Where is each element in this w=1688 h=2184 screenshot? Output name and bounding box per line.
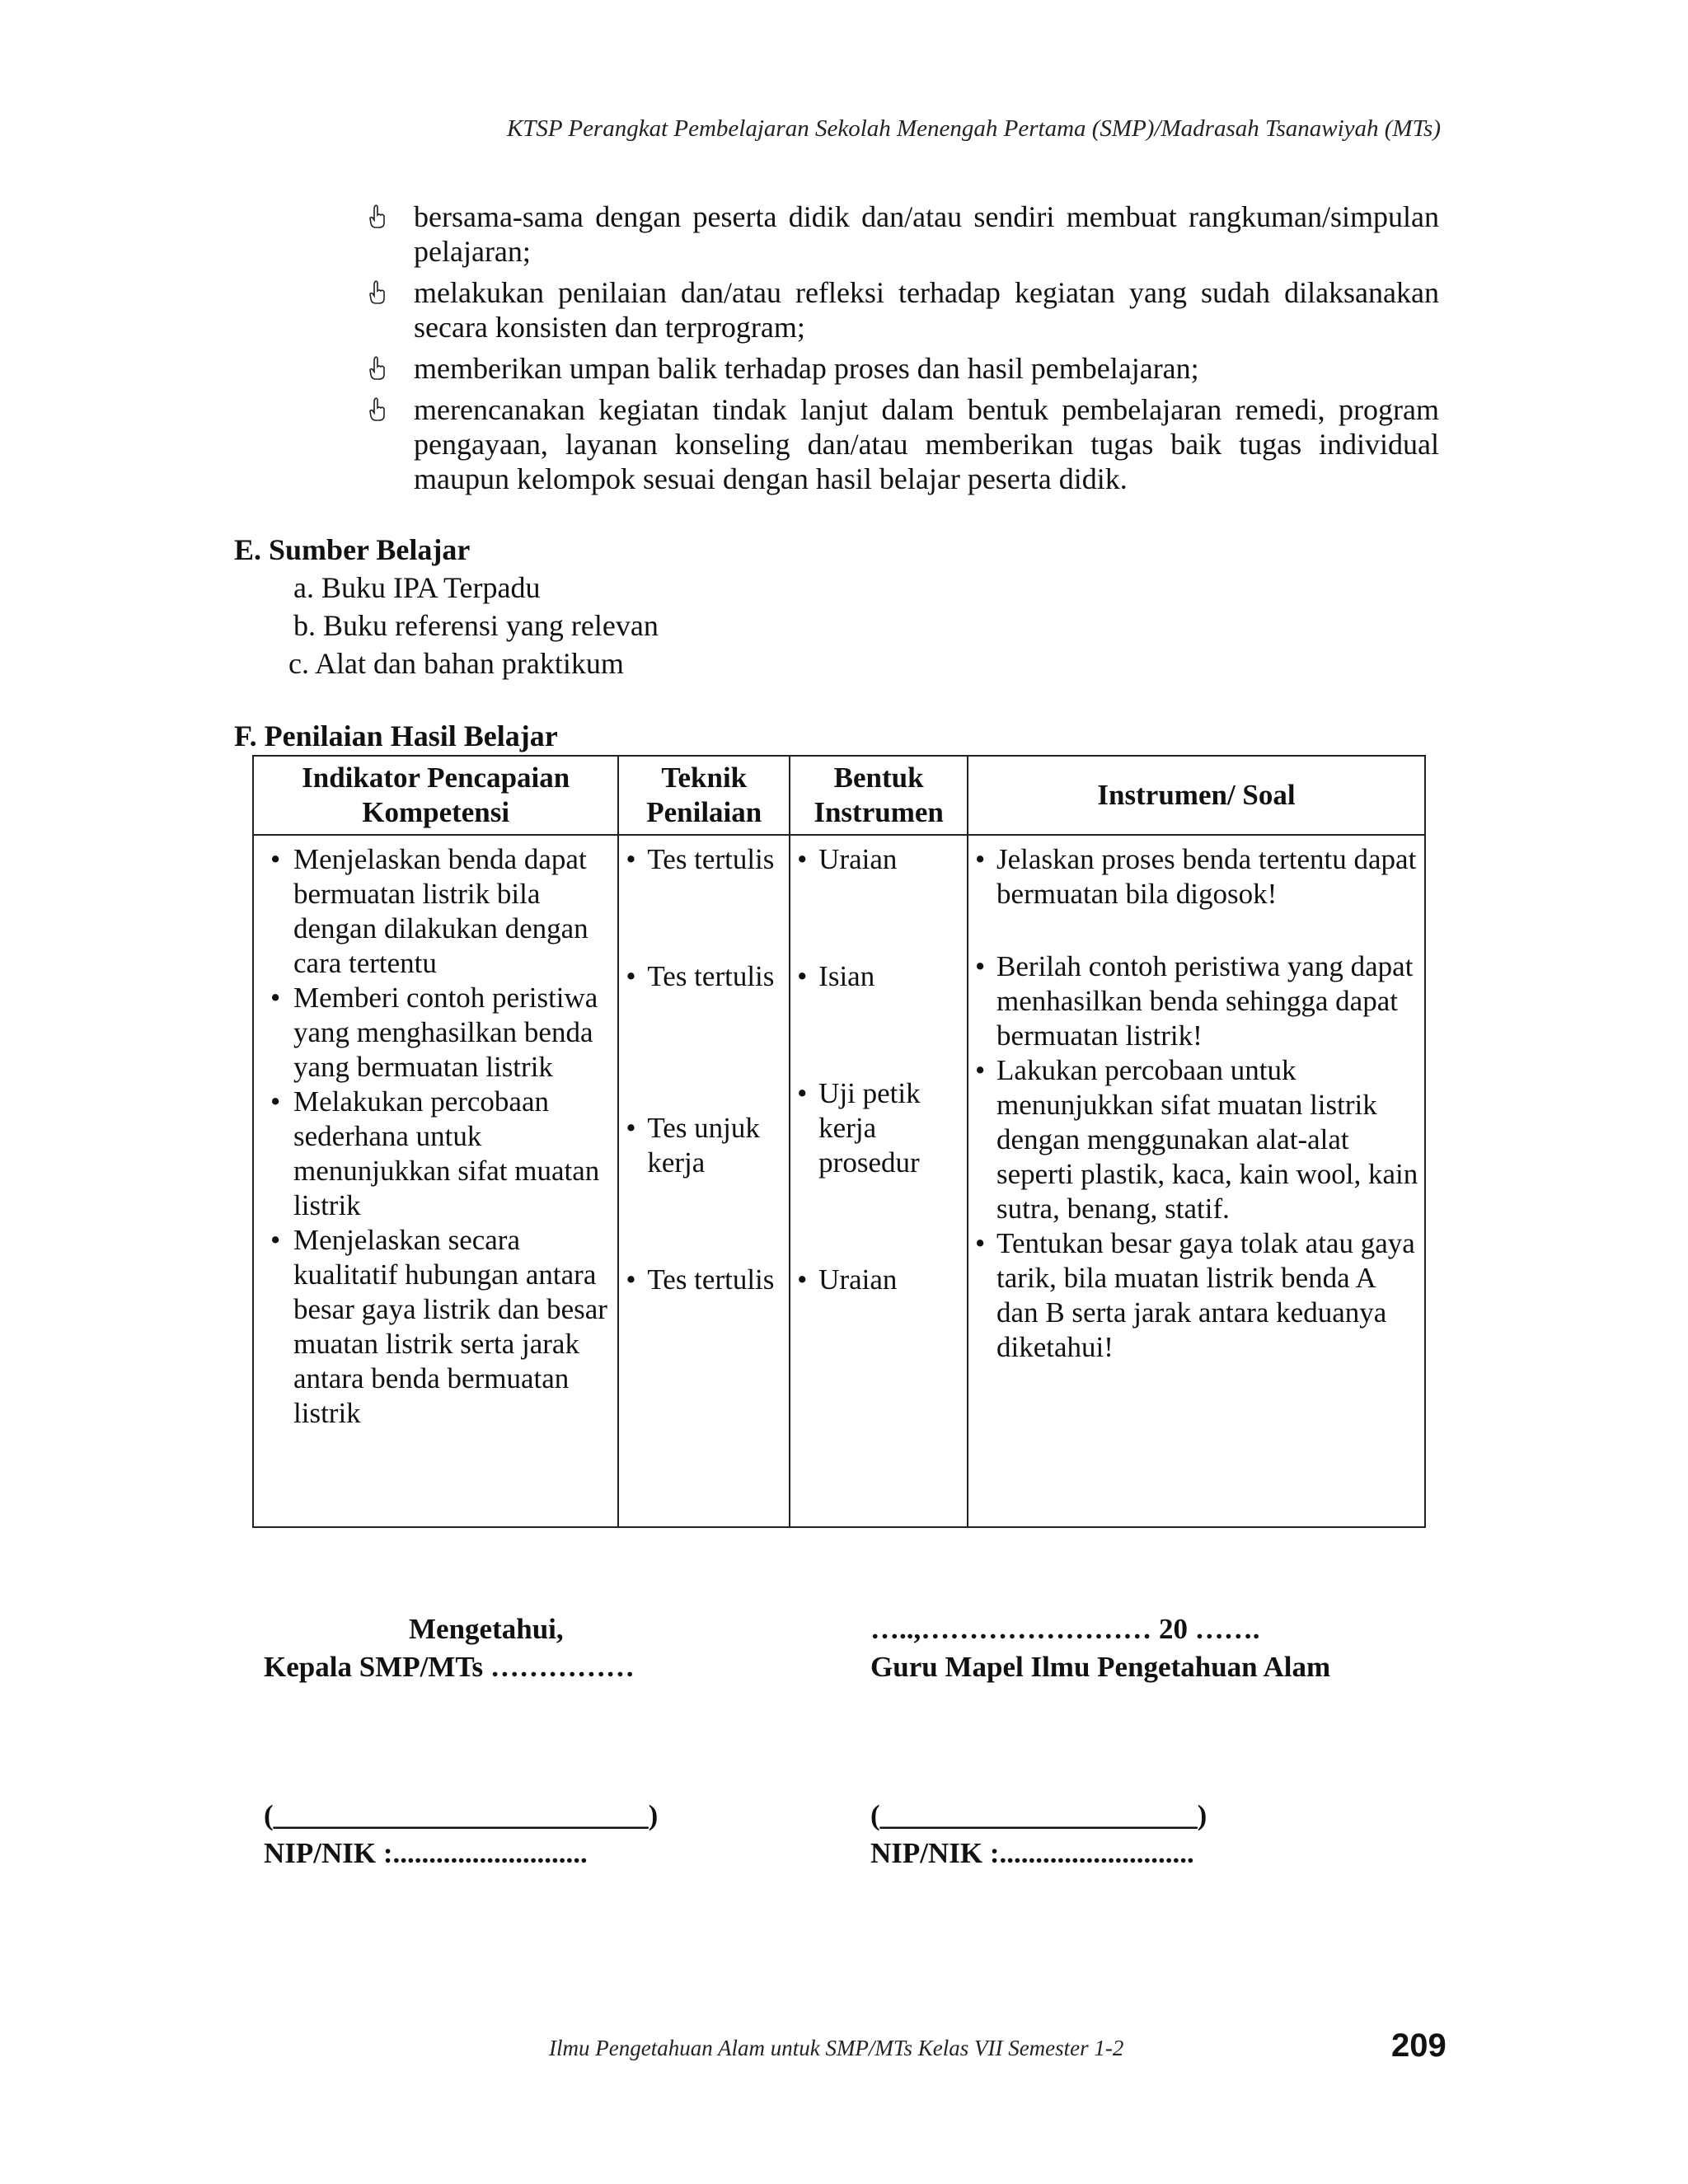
running-footer: Ilmu Pengetahuan Alam untuk SMP/MTs Kelas VII Semester 1-2 — [549, 2036, 1124, 2060]
signature-right-role: Guru Mapel Ilmu Pengetahuan Alam — [870, 1651, 1331, 1683]
table-header-row — [253, 756, 1425, 835]
list-item: • Uraian — [795, 1263, 962, 1297]
signature-right-nip: NIP/NIK :........................... — [870, 1837, 1194, 1869]
list-item: • Memberi contoh peristiwa yang menghasilkan benda yang bermuatan listrik — [262, 981, 612, 1085]
list-item: • Isian — [795, 959, 962, 994]
closing-activities-list — [368, 199, 1439, 503]
signature-left-name-line: (__________________________) — [264, 1799, 659, 1831]
list-item: • Jelaskan proses benda tertentu dapat bermuatan bila digosok! — [973, 842, 1419, 912]
bentuk-cell — [790, 835, 968, 1527]
list-item: • Berilah contoh peristiwa yang dapat menhasilkan benda sehingga dapat bermuatan listrik! — [973, 949, 1419, 1053]
pointing-hand-icon — [368, 397, 387, 422]
indikator-cell — [253, 835, 618, 1527]
section-title-penilaian: F. Penilaian Hasil Belajar — [234, 719, 558, 752]
list-item: c. Alat dan bahan praktikum — [288, 647, 624, 680]
signature-left-nip: NIP/NIK :........................... — [264, 1837, 588, 1869]
assessment-table — [252, 755, 1426, 1528]
list-item: bersama-sama dengan peserta didik dan/atau sendiri membuat rangkuman/simpulan pelajaran; — [368, 199, 1439, 269]
list-item: • Tes tertulis — [624, 959, 784, 1038]
list-item: • Menjelaskan benda dapat bermuatan listrik bila dengan dilakukan dengan cara tertentu — [262, 842, 612, 981]
list-item: • Tes unjuk kerja — [624, 1111, 784, 1190]
signature-left-role: Kepala SMP/MTs …………… — [264, 1651, 635, 1683]
column-header-soal: Instrumen/ Soal — [968, 756, 1425, 835]
column-header-bentuk: Bentuk Instrumen — [790, 756, 968, 835]
table-row — [253, 835, 1425, 1527]
list-item: • Uraian — [795, 842, 962, 877]
page-number: 209 — [1391, 2027, 1447, 2064]
teknik-cell — [618, 835, 790, 1527]
column-header-teknik: Teknik Penilaian — [618, 756, 790, 835]
list-item: • Menjelaskan secara kualitatif hubungan antara besar gaya listrik dan besar muatan listrik serta jarak antara benda bermuatan listrik — [262, 1223, 612, 1431]
pointing-hand-icon — [368, 356, 387, 381]
list-item: b. Buku referensi yang relevan — [293, 609, 659, 642]
list-item: • Tes tertulis — [624, 842, 784, 921]
signature-right-date: …..,…………………… 20 ……. — [870, 1613, 1260, 1645]
pointing-hand-icon — [368, 204, 387, 229]
list-item: merencanakan kegiatan tindak lanjut dalam bentuk pembelajaran remedi, program pengayaan, layanan konseling dan/atau memberikan tugas baik tugas individual maupun kelompok sesuai dengan hasil belajar peserta didik. — [368, 392, 1439, 496]
signature-right-name-line: (______________________) — [870, 1799, 1207, 1831]
list-item: • Tes tertulis — [624, 1263, 784, 1297]
pointing-hand-icon — [368, 280, 387, 305]
column-header-indikator: Indikator Pencapaian Kompetensi — [253, 756, 618, 835]
list-item: • Tentukan besar gaya tolak atau gaya tarik, bila muatan listrik benda A dan B serta jarak antara keduanya diketahui! — [973, 1226, 1419, 1365]
section-title-sumber: E. Sumber Belajar — [234, 533, 471, 566]
list-item: • Uji petik kerja prosedur — [795, 1076, 962, 1180]
list-item: a. Buku IPA Terpadu — [293, 571, 541, 604]
list-item: • Lakukan percobaan untuk menunjukkan sifat muatan listrik dengan menggunakan alat-alat seperti plastik, kaca, kain wool, kain sutra, benang, statif. — [973, 1053, 1419, 1226]
running-header: KTSP Perangkat Pembelajaran Sekolah Menengah Pertama (SMP)/Madrasah Tsanawiyah (MTs) — [506, 115, 1441, 142]
list-item: • Melakukan percobaan sederhana untuk menunjukkan sifat muatan listrik — [262, 1085, 612, 1223]
list-item: memberikan umpan balik terhadap proses dan hasil pembelajaran; — [368, 351, 1439, 386]
signature-left-greeting: Mengetahui, — [409, 1613, 564, 1645]
list-item: melakukan penilaian dan/atau refleksi terhadap kegiatan yang sudah dilaksanakan secara konsisten dan terprogram; — [368, 275, 1439, 344]
soal-cell — [968, 835, 1425, 1527]
